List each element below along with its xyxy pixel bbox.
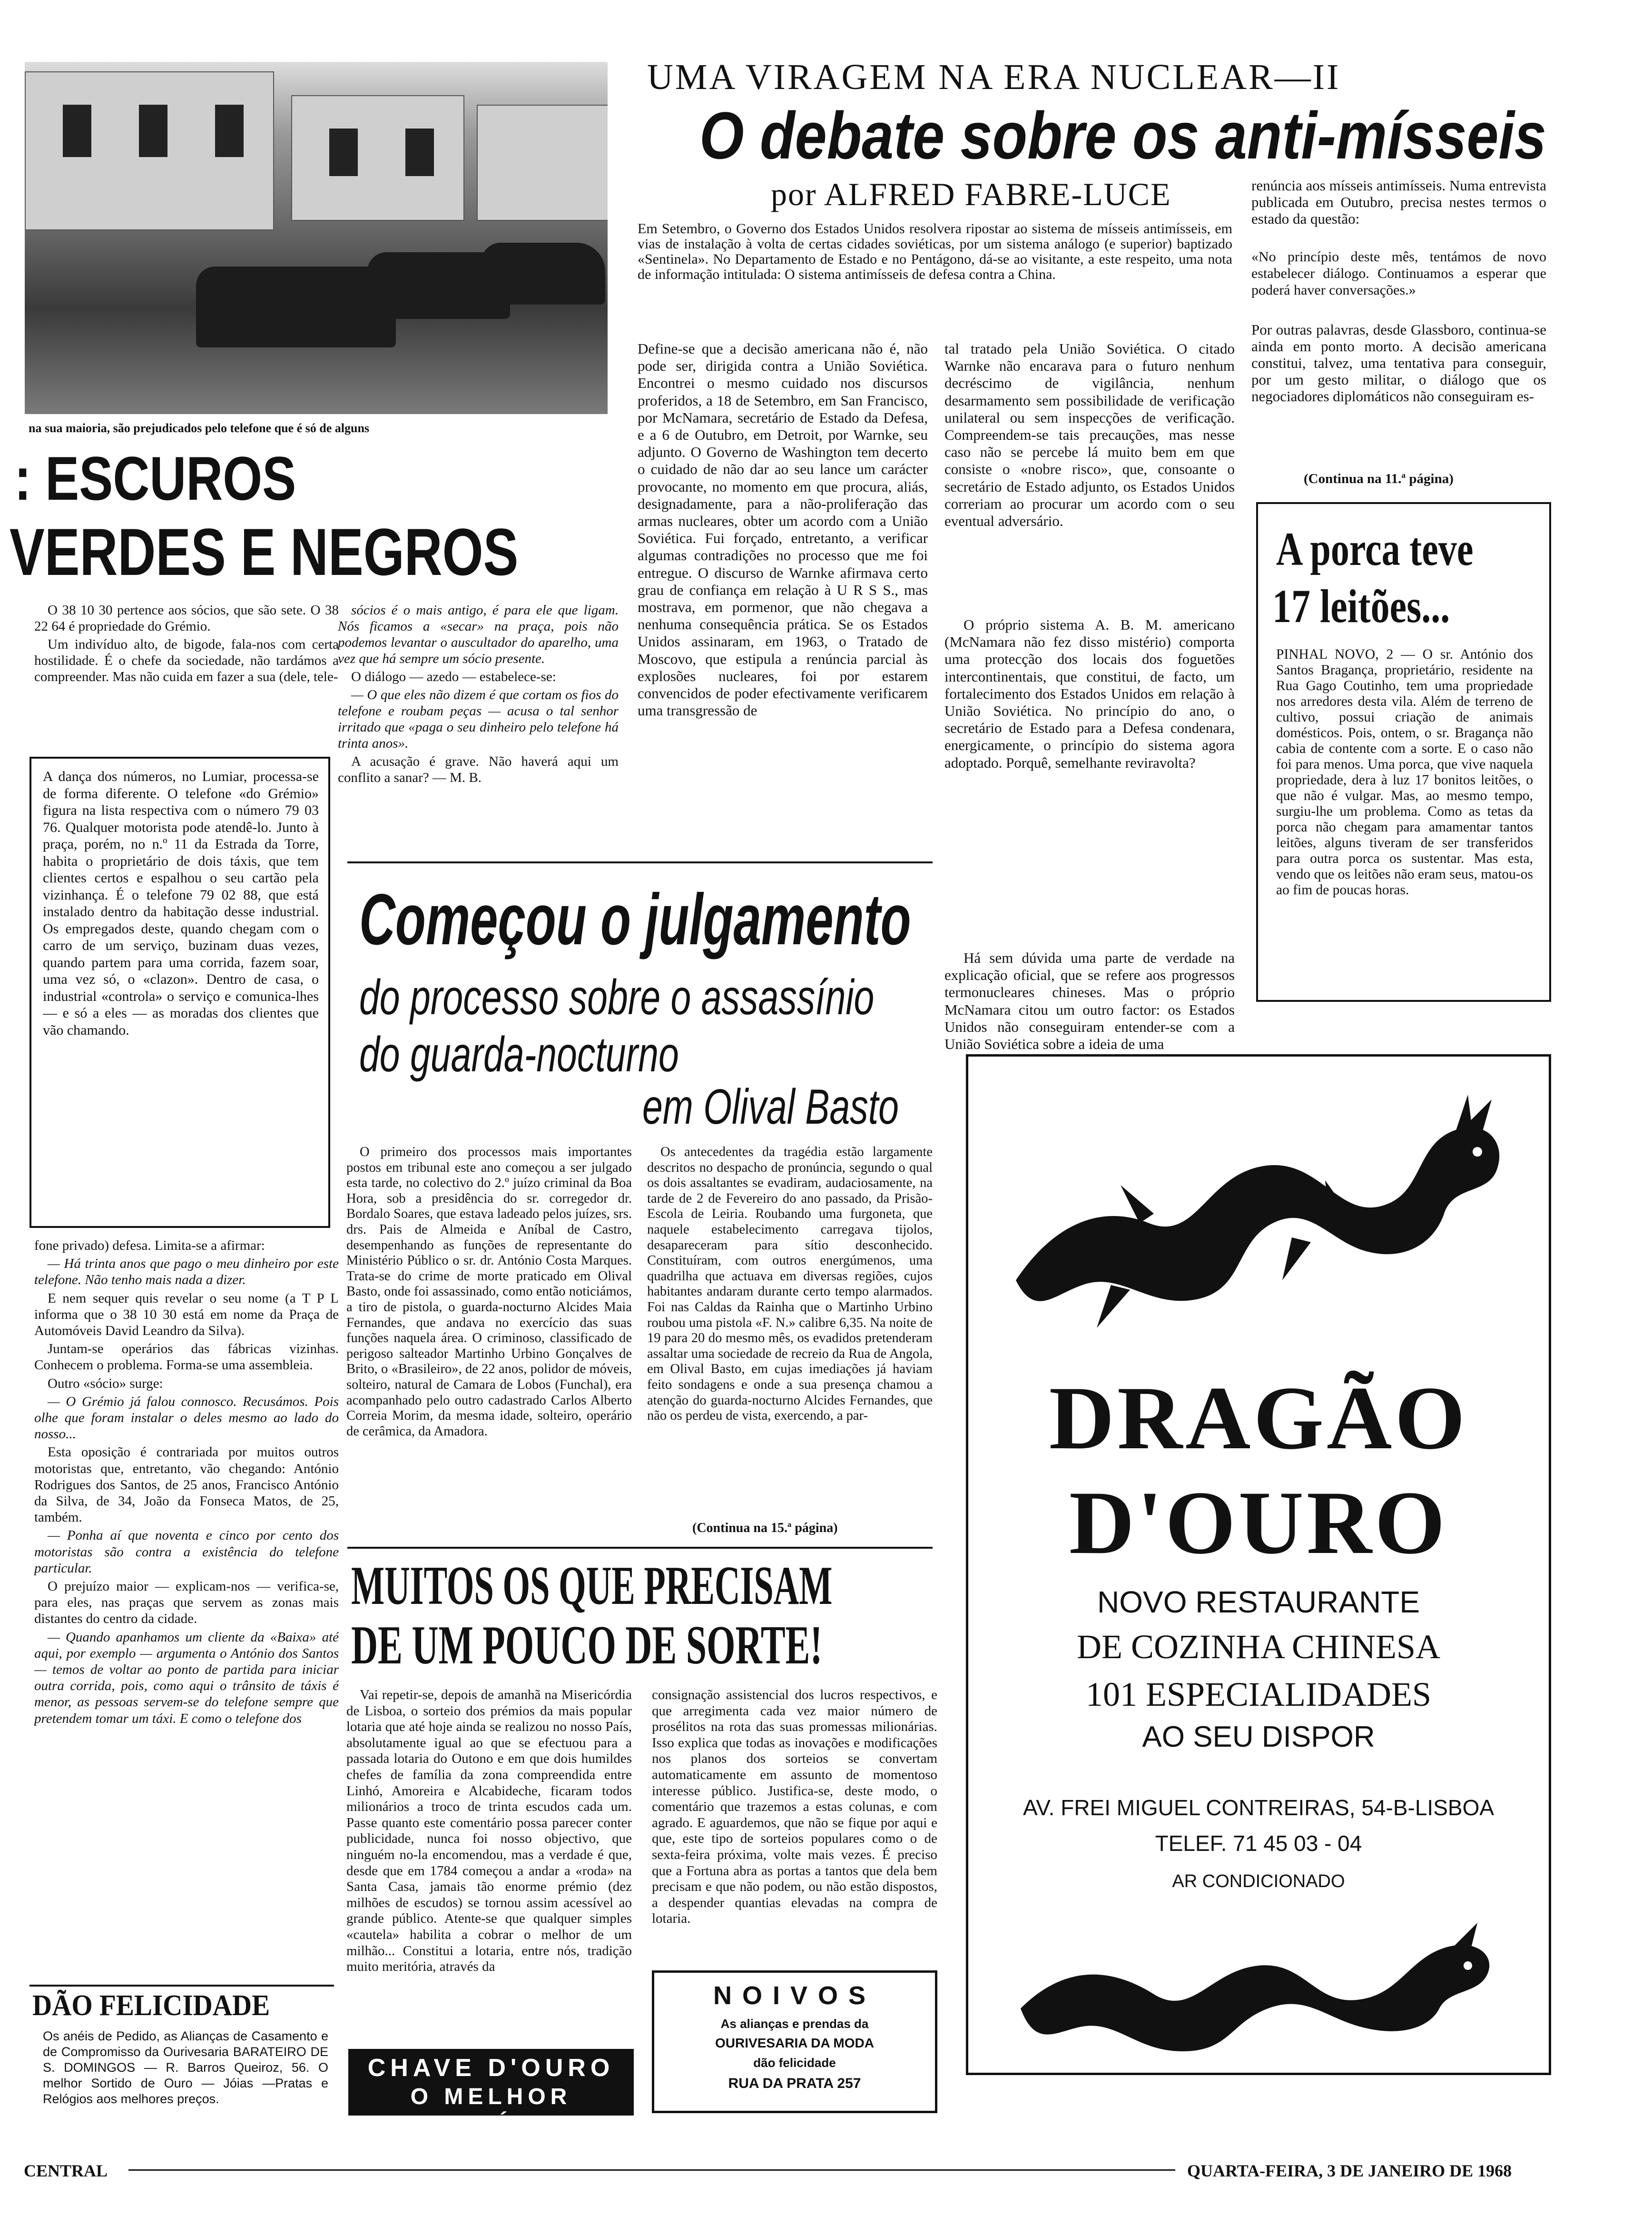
paragraph: — Ponha aí que noventa e cinco por cento dos motoristas são contra a existência do telefone particular. bbox=[34, 1528, 339, 1576]
noivos-line-2: OURIVESARIA DA MODA bbox=[715, 2036, 874, 2050]
porca-text: O sr. António dos Santos Bragança, proprietário, residente na Rua Gago Coutinho, tem uma propriedade nos arredores desta vila. Além de terreno de cultivo, possui criação de animais domésticos. Pois, ontem, o sr. Bragança não cabia de contente com a sorte. E o caso não foi para menos. Uma porca, que vive naquela propriedade, dera à luz 17 bonitos leitões, o que não é vulgar. Mas, ao mesmo tempo, surgiu-lhe um problema. Como as tetas da porca não chegam para amamentar tantos leitões, alguns tiveram de ser transferidos para outra porca os sustentar. Mas esta, vendo que os leitões não eram seus, matou-os ao fim de poucas horas. bbox=[1276, 647, 1533, 898]
dragon-icon bbox=[1011, 1913, 1506, 2066]
dragon-icon bbox=[997, 1080, 1520, 1347]
sorte-title-1: MUITOS OS QUE PRECISAM bbox=[351, 1555, 833, 1616]
nuclear-byline: por ALFRED FABRE-LUCE bbox=[771, 176, 1171, 212]
nuclear-column-3a: renúncia aos mísseis antimísseis. Numa entrevista publicada em Outubro, precisa nestes termos o estado da questão: bbox=[1251, 177, 1546, 227]
nuclear-continua: (Continua na 11.ª página) bbox=[1304, 471, 1454, 486]
sorte-column-1: Vai repetir-se, depois de amanhã na Misericórdia de Lisboa, o sorteio dos prémios da mais popular lotaria que até hoje ainda se realizou no nosso País, absolutamente igual ao que se efectuou para a passada lotaria do Outono e em que dois humildes chefes de família da zona compreendida entre Linhó, Amoreira e Alcabideche, ficaram todos milionários a troco de trinta escudos cada um. Passe quanto este comentário possa parecer conter publicidade, nunca foi nosso objectivo, que ninguém no-la encomendou, mas a verdade é que, desde que em 1784 começou a andar a «roda» na Santa Casa, jamais tão enorme prémio (dez milhões de escudos) se tornou assim acessível ao grande público. Atente-se que qualquer simples «cautela» habilita a cobrar o melhor de um milhão... Constitui a lotaria, entre nós, tradição muito meritória, através da bbox=[346, 1687, 632, 1975]
dragao-name-1: DRAGÃO bbox=[1049, 1368, 1468, 1468]
taxi-headline-1: : ESCUROS bbox=[14, 444, 296, 513]
taxi-column-1-upper bbox=[34, 602, 339, 740]
paragraph: Juntam-se operários das fábricas vizinhas. Conhecem o problema. Forma-se uma assembleia. bbox=[34, 1341, 339, 1373]
dragon-body bbox=[1021, 1945, 1489, 2051]
car-shape bbox=[482, 243, 605, 305]
building-shape bbox=[291, 95, 464, 221]
dragao-line-5: 101 ESPECIALIDADES bbox=[1085, 1675, 1431, 1713]
nuclear-column-3-quote: «No princípio deste mês, tentámos de novo estabelecer diálogo. Continuamos a esperar que poderá haver conversações.» bbox=[1251, 249, 1546, 298]
window-shape bbox=[215, 105, 244, 157]
paragraph: fone privado) defesa. Limita-se a afirmar: bbox=[34, 1238, 265, 1253]
taxi-headline-2: VERDES E NEGROS bbox=[10, 514, 519, 589]
sorte-title-2: DE UM POUCO DE SORTE! bbox=[351, 1615, 823, 1676]
dragao-line-3: NOVO RESTAURANTE bbox=[1097, 1585, 1420, 1619]
julgamento-title-4: em Olival Basto bbox=[642, 1079, 899, 1135]
nuclear-column-3b: Por outras palavras, desde Glassboro, continua-se ainda em ponto morto. A decisão americana constitui, talvez, uma tentativa para conseguir, por um gesto militar, o diálogo que os negociadores diplomáticos não conseguiram es- bbox=[1251, 321, 1546, 405]
rule bbox=[30, 1985, 334, 1987]
paragraph: — Quando apanhamos um cliente da «Baixa» até aqui, por exemplo — argumenta o António dos Santos — temos de voltar ao ponto de partida para iniciar outra corrida, pois, como aqui o trânsito de táxis é menor, as pessoas servem-se do telefone sempre que pretendem tomar um táxi. E como o telefone dos bbox=[34, 1629, 339, 1726]
dragon-eye bbox=[1464, 1961, 1472, 1970]
rule bbox=[347, 1547, 933, 1549]
dragao-address: AV. FREI MIGUEL CONTREIRAS, 54-B-LISBOA bbox=[1023, 1795, 1495, 1820]
nuclear-kicker: UMA VIRAGEM NA ERA NUCLEAR—II bbox=[647, 57, 1341, 97]
porca-dateline: PINHAL NOVO, 2 — bbox=[1276, 647, 1415, 662]
dance-of-numbers-box bbox=[30, 757, 330, 1228]
paragraph: O 38 10 30 pertence aos sócios, que são sete. O 38 22 64 é propriedade do Grémio. bbox=[34, 603, 339, 634]
julgamento-column-1: O primeiro dos processos mais importantes postos em tribunal este ano começou a ser julgado esta tarde, no colectivo do 2.º juízo criminal da Boa Hora, sob a presidência do sr. corregedor dr. Bordalo Soares, que estava ladeado pelos juízes, srs. drs. Pais de Almeida e Aníbal de Castro, desempenhando as funções de representante do Ministério Público o sr. dr. António Costa Marques. Trata-se do crime de morte praticado em Olival Basto, onde foi assassinado, como então noticiámos, a tiro de pistola, o guarda-nocturno Alcides Maia Fernandes, que andava no exercício das suas funções naquela área. O criminoso, classificado de perigoso salteador Martinho Urbino Gonçalves de Brito, o «Brasileiro», de 22 anos, polidor de móveis, solteiro, natural de Camara de Lobos (Funchal), era acompanhado pelo outro cadastrado Carlos Alberto Correia Morim, da mesma idade, solteiro, operário de cerâmica, da Amadora. bbox=[346, 1145, 632, 1439]
nuclear-column-1: Define-se que a decisão americana não é, não pode ser, dirigida contra a União Soviética. Encontrei o mesmo cuidado nos discursos proferidos, a 18 de Setembro, em San Francisco, por McNamara, secretário de Estado da Defesa, e a 6 de Outubro, em Detroit, por Warnke, seu adjunto. O Governo de Washington tem decerto o cuidado de não dar ao seu lance um carácter provocante, no momento em que procura, aliás, designadamente, para a não-proliferação das armas nucleares, obter um acordo com a União Soviética. Fui forçado, entretanto, a verificar algumas contradições no processo que me foi entregue. O discurso de Warnke afirmava certo grau de confiança em relação à U R S S., mas mostrava, em pormenor, que não chegava a nenhuma consequência prática. Se os Estados Unidos assinaram, em 1963, o Tratado de Moscovo, que estipula a renúncia parcial às explosões nucleares, foi por estarem convencidos de poder efectivamente verificarem uma transgressão de bbox=[638, 340, 928, 719]
street-photo bbox=[25, 62, 608, 414]
paragraph: — O Grémio já falou connosco. Recusámos. Pois olhe que foram instalar o deles mesmo ao lado do nosso... bbox=[34, 1394, 339, 1442]
felicidade-ad-title: DÃO FELICIDADE bbox=[32, 1989, 270, 2022]
dragao-ouro-ad bbox=[966, 1054, 1551, 2075]
window-shape bbox=[63, 105, 91, 157]
taxi-column-2 bbox=[338, 602, 619, 850]
building-shape bbox=[477, 105, 608, 221]
paragraph: Outro «sócio» surge: bbox=[48, 1375, 163, 1391]
footer-rule bbox=[128, 2169, 1175, 2171]
footer-section-label: CENTRAL bbox=[24, 2161, 108, 2180]
nuclear-lead: Em Setembro, o Governo dos Estados Unidos resolvera ripostar ao sistema de mísseis antimísseis, em vias de instalação à volta de certas cidades soviéticas, por um sistema análogo (e superior) baptizado «Sentinela». No Departamento de Estado e no Pentágono, dá-se ao visitante, a este respeito, uma nota de informação intitulada: O sistema antimísseis de defesa contra a China. bbox=[638, 221, 1232, 282]
dragon-eye bbox=[1473, 1147, 1482, 1157]
porca-title-1: A porca teve bbox=[1276, 523, 1474, 575]
noivos-title: NOIVOS bbox=[713, 1981, 876, 2010]
nuclear-title: O debate sobre os anti-mísseis bbox=[699, 98, 1546, 173]
noivos-ad bbox=[652, 1970, 937, 2113]
noivos-line-4: RUA DA PRATA 257 bbox=[728, 2076, 861, 2091]
window-shape bbox=[329, 129, 358, 176]
car-shape bbox=[196, 267, 396, 347]
chave-ouro-line-1: CHAVE D'OURO bbox=[367, 2054, 615, 2082]
noivos-line-3: dão felicidade bbox=[753, 2056, 836, 2070]
noivos-line-1: As alianças e prendas da bbox=[720, 2017, 869, 2031]
julgamento-title-1: Começou o julgamento bbox=[359, 879, 911, 960]
nuclear-column-2c: Há sem dúvida uma parte de verdade na explicação oficial, que se refere aos progressos termonucleares chineses. Mas o próprio McNamara citou um outro factor: os Estados Unidos não conseguiram entender-se com a União Soviética sobre a ideia de uma bbox=[944, 949, 1235, 1053]
paragraph: O diálogo — azedo — estabelece-se: bbox=[351, 669, 556, 684]
paragraph: O prejuízo maior — explicam-nos — verifica-se, para eles, nas praças que servem as zonas mais distantes do centro da cidade. bbox=[34, 1579, 339, 1627]
felicidade-ad-text: Os anéis de Pedido, as Alianças de Casamento e de Compromisso da Ourivesaria BARATEIRO DE S. DOMINGOS — R. Barros Queiroz, 56. O melhor Sortido de Ouro — Jóias —Pratas e Relógios aos melhores preços. bbox=[43, 2029, 328, 2106]
paragraph: — O que eles não dizem é que cortam os fios do telefone e roubam peças — acusa o tal senhor irritado que «paga o seu dinheiro pelo telefone há trinta anos». bbox=[338, 687, 619, 751]
julgamento-title-3: do guarda-nocturno bbox=[359, 1027, 679, 1082]
paragraph: — Há trinta anos que pago o meu dinheiro por este telefone. Não tenho mais nada a dizer. bbox=[34, 1256, 339, 1288]
paragraph: Um indivíduo alto, de bigode, fala-nos com certa hostilidade. É o chefe da sociedade, não tardámos a compreender. Mas não cuida em fazer a sua (dele, tele- bbox=[34, 637, 339, 684]
julgamento-title-2: do processo sobre o assassínio bbox=[359, 970, 875, 1025]
paragraph: Esta oposição é contrariada por muitos outros motoristas que, entretanto, vão chegando: António Rodrigues dos Santos, de 25 anos, Francisco António da Silva, de 34, João da Fonseca Matos, de 25, também. bbox=[34, 1444, 339, 1525]
taxi-column-1-lower bbox=[34, 1237, 339, 1980]
window-shape bbox=[405, 129, 434, 176]
porca-body bbox=[1276, 647, 1533, 989]
dragao-line-4: DE COZINHA CHINESA bbox=[1077, 1628, 1440, 1666]
dragao-line-6: AO SEU DISPOR bbox=[1142, 1721, 1375, 1753]
photo-caption: na sua maioria, são prejudicados pelo telefone que é só de alguns bbox=[29, 421, 370, 435]
dragon-body bbox=[1016, 1127, 1499, 1301]
porca-box bbox=[1256, 502, 1551, 1002]
dragao-aircon: AR CONDICIONADO bbox=[1172, 1871, 1345, 1891]
footer-date: QUARTA-FEIRA, 3 DE JANEIRO DE 1968 bbox=[1187, 2161, 1512, 2180]
rule bbox=[347, 861, 933, 863]
sorte-column-2: consignação assistencial dos lucros respectivos, e que arregimenta cada vez maior número de prosélitos na rota das suas promessas milionárias. Isso explica que todas as inovações e modificações nos planos dos sorteios se convertam automaticamente em assunto de momentoso interesse público. Justifica-se, deste modo, o comentário que trazemos a estas colunas, e com agrado. E aguardemos, que não se fique por aqui e que, este tipo de sorteios populares como o de sexta-feira próxima, volte mais vezes. É preciso que a Fortuna abra as portas a tantos que dela bem precisam e que não podem, ou não estão dispostos, a despender quantias elevadas na compra de lotaria. bbox=[652, 1687, 937, 1927]
dragao-phone: TELEF. 71 45 03 - 04 bbox=[1155, 1831, 1362, 1856]
dragao-name-2: D'OURO bbox=[1069, 1473, 1448, 1573]
paragraph: sócios é o mais antigo, é para ele que ligam. Nós ficamos a «secar» na praça, pois não podemos levantar o auscultador do aparelho, uma vez que há sempre um sócio presente. bbox=[338, 603, 619, 666]
boxed-text: A dança dos números, no Lumiar, processa-se de forma diferente. O telefone «do Grémio» figura na lista respectiva com o número 79 03 76. Qualquer motorista pode atendê-lo. Junto à praça, porém, no n.º 11 da Estrada da Torre, habita o proprietário de dois táxis, que tem clientes certos e espalhou o seu cartão pela vizinhança. É o telefone 79 02 88, que está instalado dentro da habitação desse industrial. Os empregados deste, quando chegam com o carro de um serviço, buzinam duas vezes, quando partem para uma corrida, fazem soar, uma vez só, o «clazon». Dentro de casa, o industrial «controla» o serviço e comunica-lhes — e só a eles — as moradas dos clientes que vão chamando. bbox=[43, 769, 319, 1038]
porca-title-2: 17 leitões... bbox=[1272, 580, 1450, 633]
window-shape bbox=[139, 105, 167, 157]
chave-ouro-line-2: O MELHOR CAFÉ... bbox=[410, 2084, 572, 2137]
julgamento-column-2: Os antecedentes da tragédia estão largamente descritos no despacho de pronúncia, segundo o qual os dois assaltantes se evadiram, audaciosamente, na tarde de 2 de Fevereiro do ano passado, da Prisão-Escola de Leiria. Roubando uma furgoneta, que naquele estabelecimento carregava tijolos, desapareceram para sítio desconhecido. Constituíram, com outros energúmenos, uma quadrilha que actuava em diversas regiões, cujos habitantes andaram durante certo tempo alarmados. Foi nas Caldas da Rainha que o Martinho Urbino roubou uma pistola «F. N.» calibre 6,35. Na noite de 19 para 20 do mesmo mês, os evadidos pretenderam assaltar uma sociedade de recreio da Rua de Angola, em Olival Basto, em cujas imediações já haviam feito sondagens e onde a sua presença chamou a atenção do guarda-nocturno Alcides Fernandes, que não os perdeu de vista, exercendo, a par- bbox=[647, 1145, 933, 1424]
julgamento-continua: (Continua na 15.ª página) bbox=[692, 1521, 838, 1535]
paragraph: A acusação é grave. Não haverá aqui um conflito a sanar? — M. B. bbox=[338, 754, 619, 785]
paragraph: E nem sequer quis revelar o seu nome (a T P L informa que o 38 10 30 está em nome da Praça de Automóveis David Leandro da Silva). bbox=[34, 1290, 339, 1339]
nuclear-column-2: tal tratado pela União Soviética. O citado Warnke não encarava para o futuro nenhum decréscimo de vigilância, nenhum desarmamento sem possibilidade de verificação unilateral ou sem inspecções de verificação. Compreendem-se tais precauções, mas nesse caso não se percebe lá muito bem em que consiste o «nobre risco», que, consoante o secretário de Estado adjunto, os Estados Unidos correriam ao procurar um acordo com o seu eventual adversário. bbox=[944, 340, 1235, 530]
chave-ouro-ad bbox=[348, 2049, 634, 2137]
nuclear-column-2b: O próprio sistema A. B. M. americano (McNamara não fez disso mistério) comporta uma protecção dos locais dos foguetões intercontinentais, que constitui, de facto, um fortalecimento dos Estados Unidos em relação à União Soviética. No princípio do ano, o secretário de Estado para a Defesa condenara, energicamente, o princípio do sistema agora adoptado. Porquê, semelhante reviravolta? bbox=[944, 616, 1235, 771]
